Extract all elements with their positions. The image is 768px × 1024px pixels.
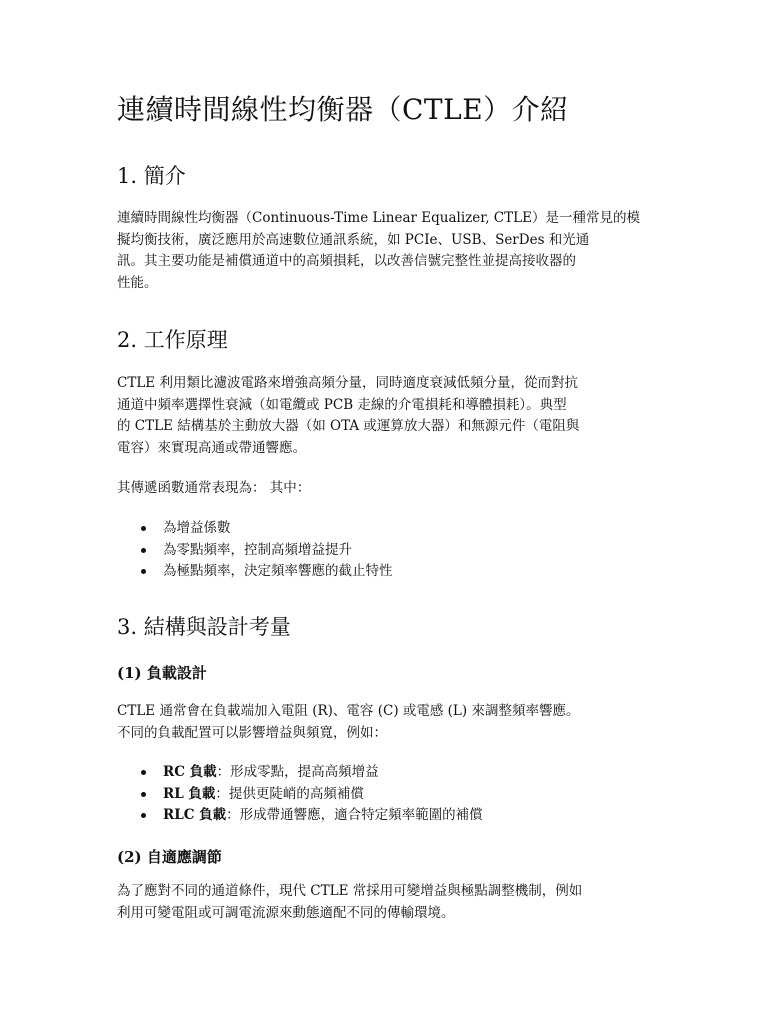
bullet-icon [141,792,146,797]
paragraph-line: 訊。其主要功能是補償通道中的高頻損耗，以改善信號完整性並提高接收器的 [117,253,576,269]
list-item-text: ：形成零點，提高高頻增益 [216,764,379,780]
paragraph-line: 性能。 [117,274,158,291]
paragraph-line: 為了應對不同的通道條件，現代 CTLE 常採用可變增益與極點調整機制，例如 [117,883,583,899]
bullet-icon [141,770,146,775]
list-item-text: 為零點頻率，控制高頻增益提升 [163,541,352,558]
bullet-icon [141,569,146,574]
paragraph-line: 電容）來實現高通或帶通響應。 [117,439,306,456]
paragraph-line: 利用可變電阻或可調電流源來動態適配不同的傳輸環境。 [117,904,455,921]
list-item-text: 為增益係數 [163,520,231,536]
load-design-paragraph [117,701,645,744]
list-item [141,518,393,540]
paragraph-line: 的 CTLE 結構基於主動放大器（如 OTA 或運算放大器）和無源元件（電阻與 [117,418,580,434]
list-item [141,540,393,562]
subsection-heading-adaptive-tuning: (2) 自適應調節 [117,848,222,866]
parameter-bullet-list [141,518,393,583]
list-item-text: ：提供更陡峭的高頻補償 [215,785,364,802]
paragraph-line: 通道中頻率選擇性衰減（如電纜或 PCB 走線的介電損耗和導體損耗）。典型 [117,396,567,413]
paragraph-line: 不同的負載配置可以影響增益與頻寬，例如： [117,724,387,741]
list-item [141,805,483,827]
section-heading-design: 3. 結構與設計考量 [117,615,291,639]
list-item-term: RLC 負載 [163,807,227,823]
paragraph-line: 連續時間線性均衡器（Continuous-Time Linear Equalizer, CTLE）是一種常見的模 [117,210,640,226]
intro-paragraph [117,208,645,294]
document-title: 連續時間線性均衡器（CTLE）介紹 [117,93,569,126]
principle-paragraph [117,373,645,459]
list-item-term: RC 負載 [163,764,217,780]
list-item [141,561,393,583]
list-item-term: RL 負載 [163,785,216,802]
list-item [141,762,483,784]
paragraph-line: CTLE 通常會在負載端加入電阻 (R)、電容 (C) 或電感 (L) 來調整頻率響應。 [117,703,580,719]
list-item [141,784,483,806]
list-item-text: ：形成帶通響應，適合特定頻率範圍的補償 [226,807,483,823]
bullet-icon [141,548,146,553]
transfer-function-paragraph [117,478,645,500]
adaptive-tuning-paragraph [117,881,645,924]
paragraph-line: 擬均衡技術，廣泛應用於高速數位通訊系統，如 PCIe、USB、SerDes 和光通 [117,231,590,248]
paragraph-line: CTLE 利用類比濾波電路來增強高頻分量，同時適度衰減低頻分量，從而對抗 [117,375,578,391]
paragraph-line: 其傳遞函數通常表現為： 其中： [117,480,311,496]
list-item-text: 為極點頻率，決定頻率響應的截止特性 [163,563,393,579]
section-heading-principle: 2. 工作原理 [117,328,228,352]
bullet-icon [141,813,146,818]
section-heading-intro: 1. 簡介 [117,164,186,188]
bullet-icon [141,526,146,531]
subsection-heading-load-design: (1) 負載設計 [117,664,207,682]
load-type-bullet-list [141,762,483,827]
